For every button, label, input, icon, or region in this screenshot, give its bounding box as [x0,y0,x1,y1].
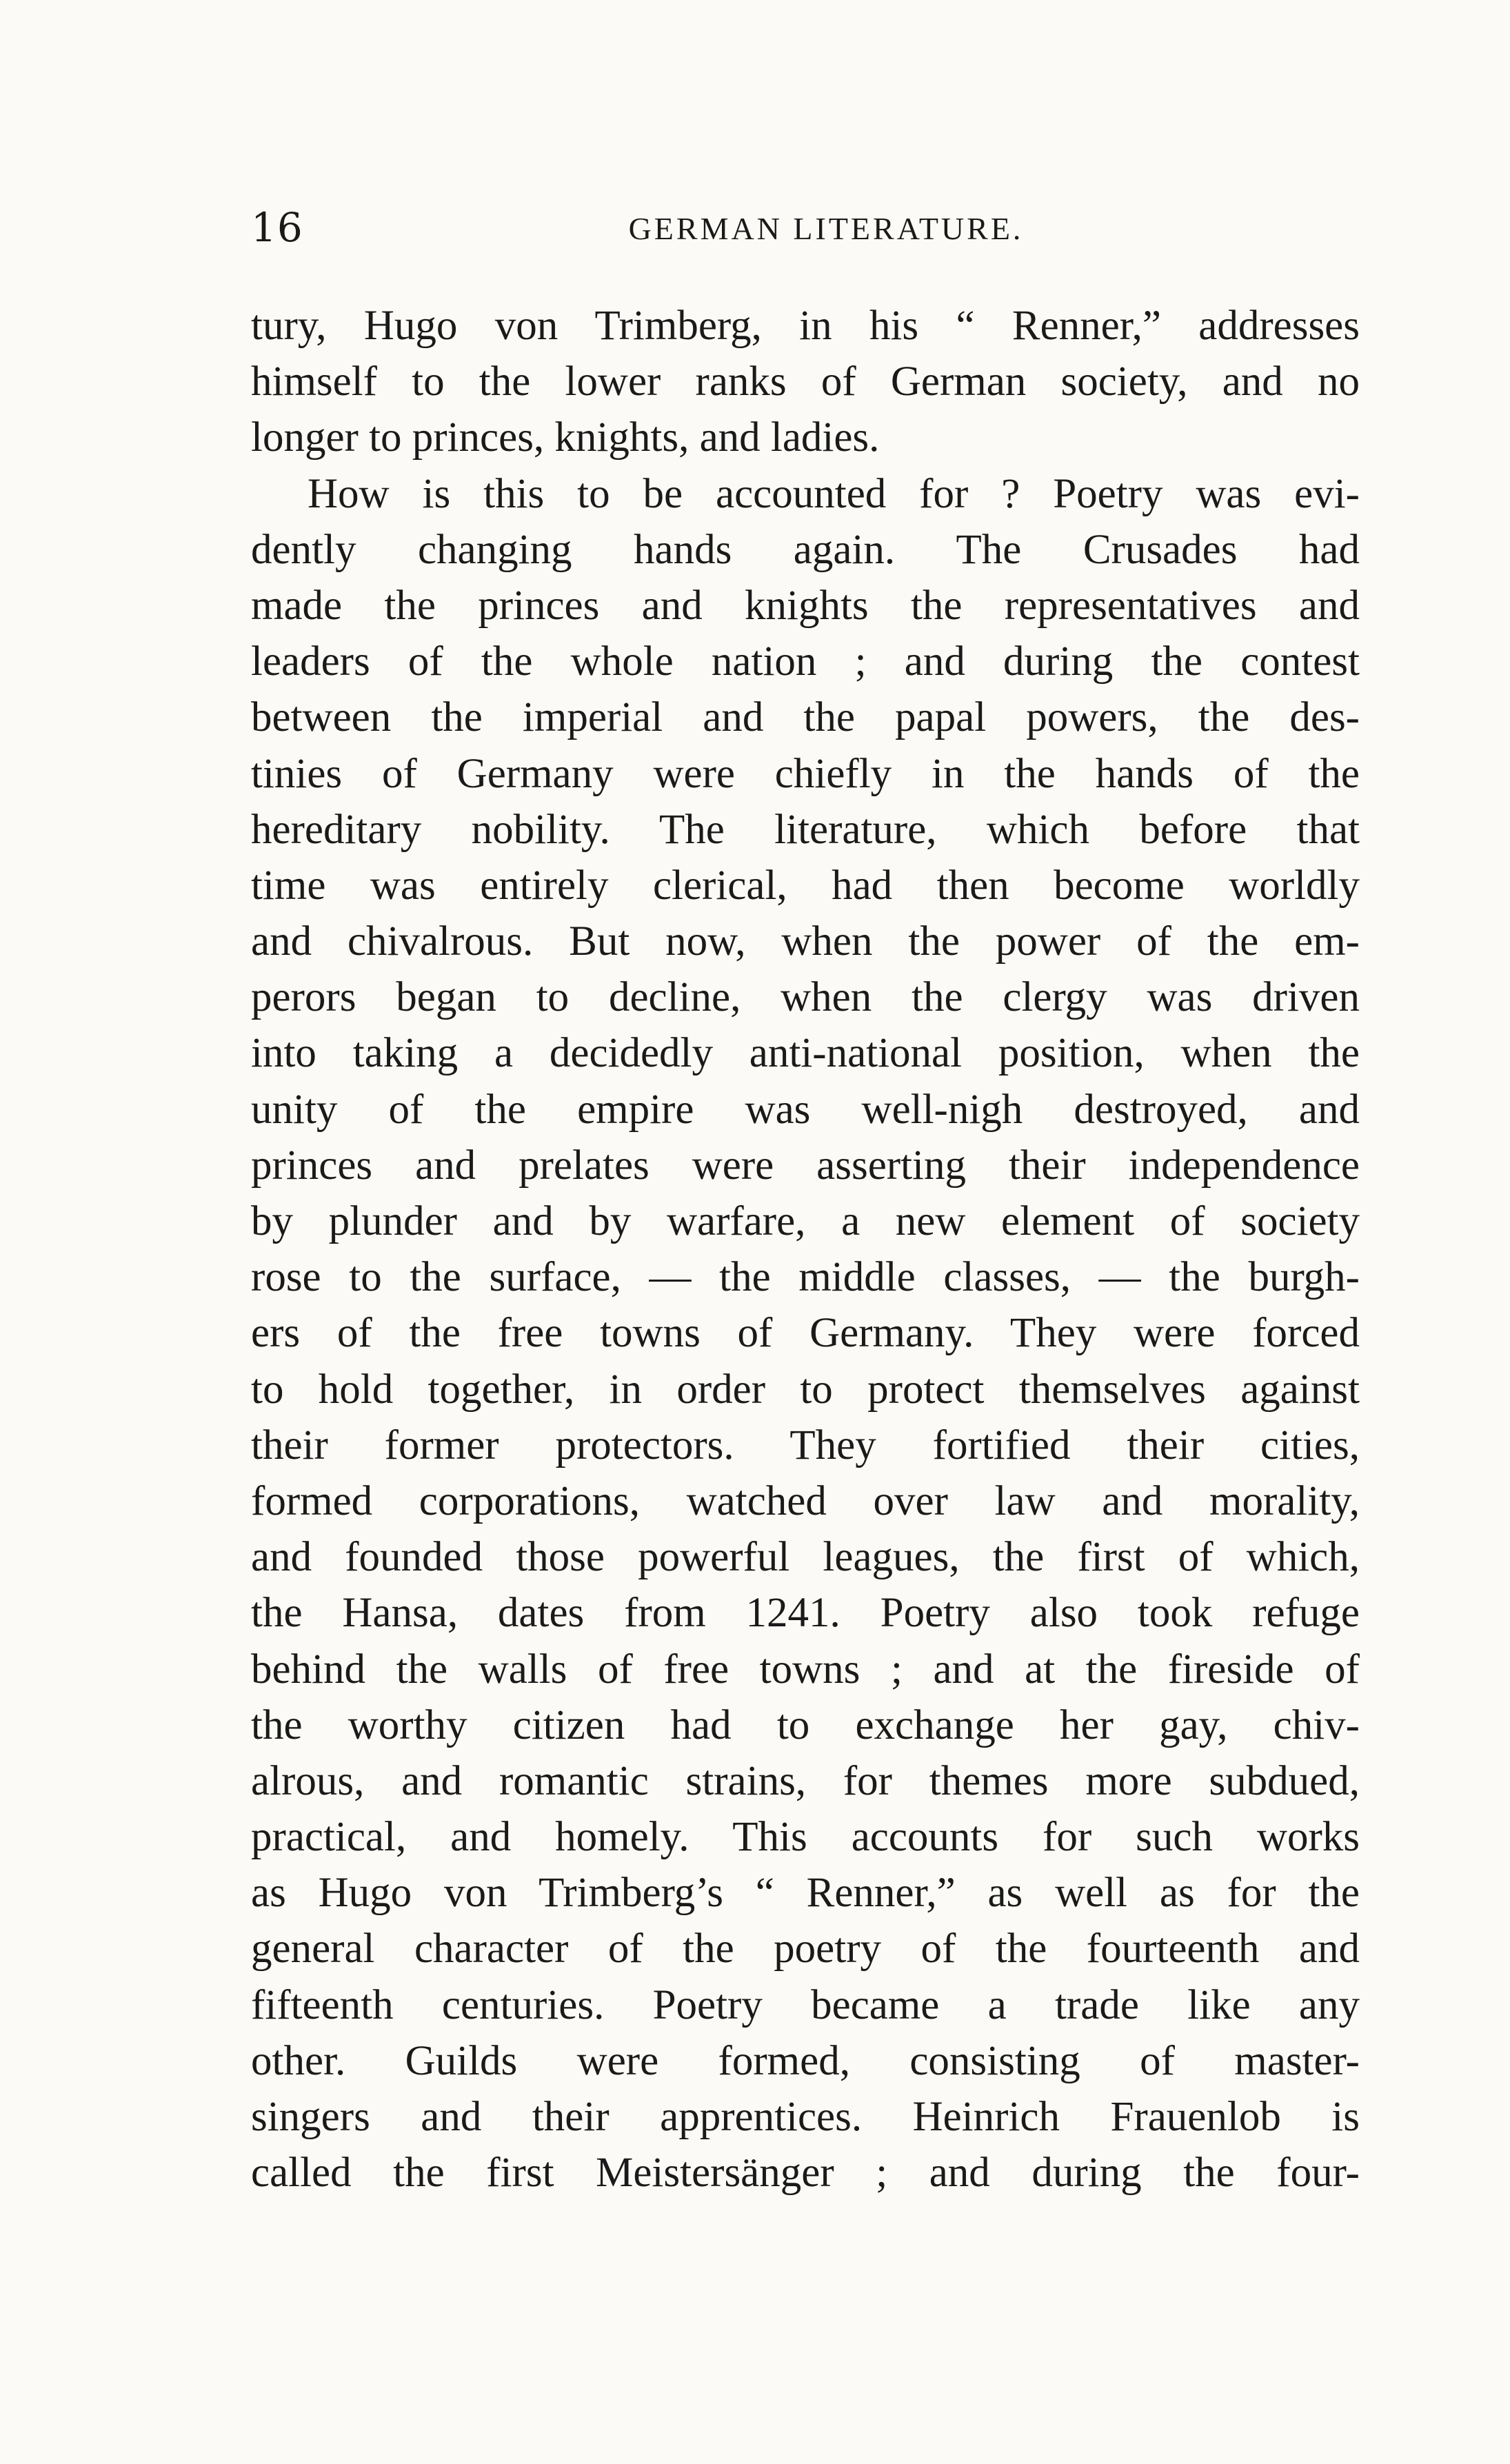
text-line: rose to the surface, — the middle classes, — the burgh- [251,1254,1360,1301]
text-line: to hold together, in order to protect themselves against [251,1366,1360,1413]
text-line: time was entirely clerical, had then become worldly [251,862,1360,909]
text-line: alrous, and romantic strains, for themes more subdued, [251,1757,1360,1804]
text-line: between the imperial and the papal powers, the des- [251,694,1360,741]
text-line: leaders of the whole nation ; and during the contest [251,638,1360,685]
text-line: unity of the empire was well-nigh destroyed, and [251,1086,1360,1133]
text-line: general character of the poetry of the fourteenth and [251,1926,1360,1972]
body-text [251,298,1360,2201]
text-line: longer to princes, knights, and ladies. [251,414,880,461]
running-head: GERMAN LITERATURE. [628,211,1024,246]
text-line: and chivalrous. But now, when the power of the em- [251,918,1360,965]
text-line: tury, Hugo von Trimberg, in his “ Renner,” addresses [251,303,1360,349]
text-line: the worthy citizen had to exchange her gay, chiv- [251,1701,1360,1748]
text-line: into taking a decidedly anti-national position, when the [251,1030,1360,1077]
page-header [251,200,1360,255]
text-line: perors began to decline, when the clergy was driven [251,974,1360,1021]
text-line: hereditary nobility. The literature, which before that [251,806,1360,853]
text-line: behind the walls of free towns ; and at the fireside of [251,1646,1360,1693]
text-line: fifteenth centuries. Poetry became a trade like any [251,1981,1360,2028]
text-line: by plunder and by warfare, a new element of society [251,1198,1360,1244]
text-line: formed corporations, watched over law and morality, [251,1477,1360,1524]
text-line: ers of the free towns of Germany. They were forced [251,1310,1360,1357]
text-line: singers and their apprentices. Heinrich Frauenlob is [251,2094,1360,2140]
text-line: the Hansa, dates from 1241. Poetry also took refuge [251,1590,1360,1637]
text-line: other. Guilds were formed, consisting of master- [251,2037,1360,2084]
text-line: and founded those powerful leagues, the first of which, [251,1534,1360,1581]
text-line: himself to the lower ranks of German society, and no [251,359,1360,405]
text-line: How is this to be accounted for ? Poetry was evi- [308,470,1360,517]
text-line: as Hugo von Trimberg’s “ Renner,” as well as for the [251,1870,1360,1917]
text-line: their former protectors. They fortified their cities, [251,1422,1360,1468]
text-line: dently changing hands again. The Crusades had [251,526,1360,573]
page-number: 16 [251,204,303,251]
text-line: princes and prelates were asserting their independence [251,1142,1360,1189]
text-line: made the princes and knights the representatives and [251,582,1360,629]
text-line: tinies of Germany were chiefly in the hands of the [251,750,1360,797]
text-line: called the first Meistersänger ; and during the four- [251,2150,1360,2197]
text-line: practical, and homely. This accounts for such works [251,1814,1360,1861]
